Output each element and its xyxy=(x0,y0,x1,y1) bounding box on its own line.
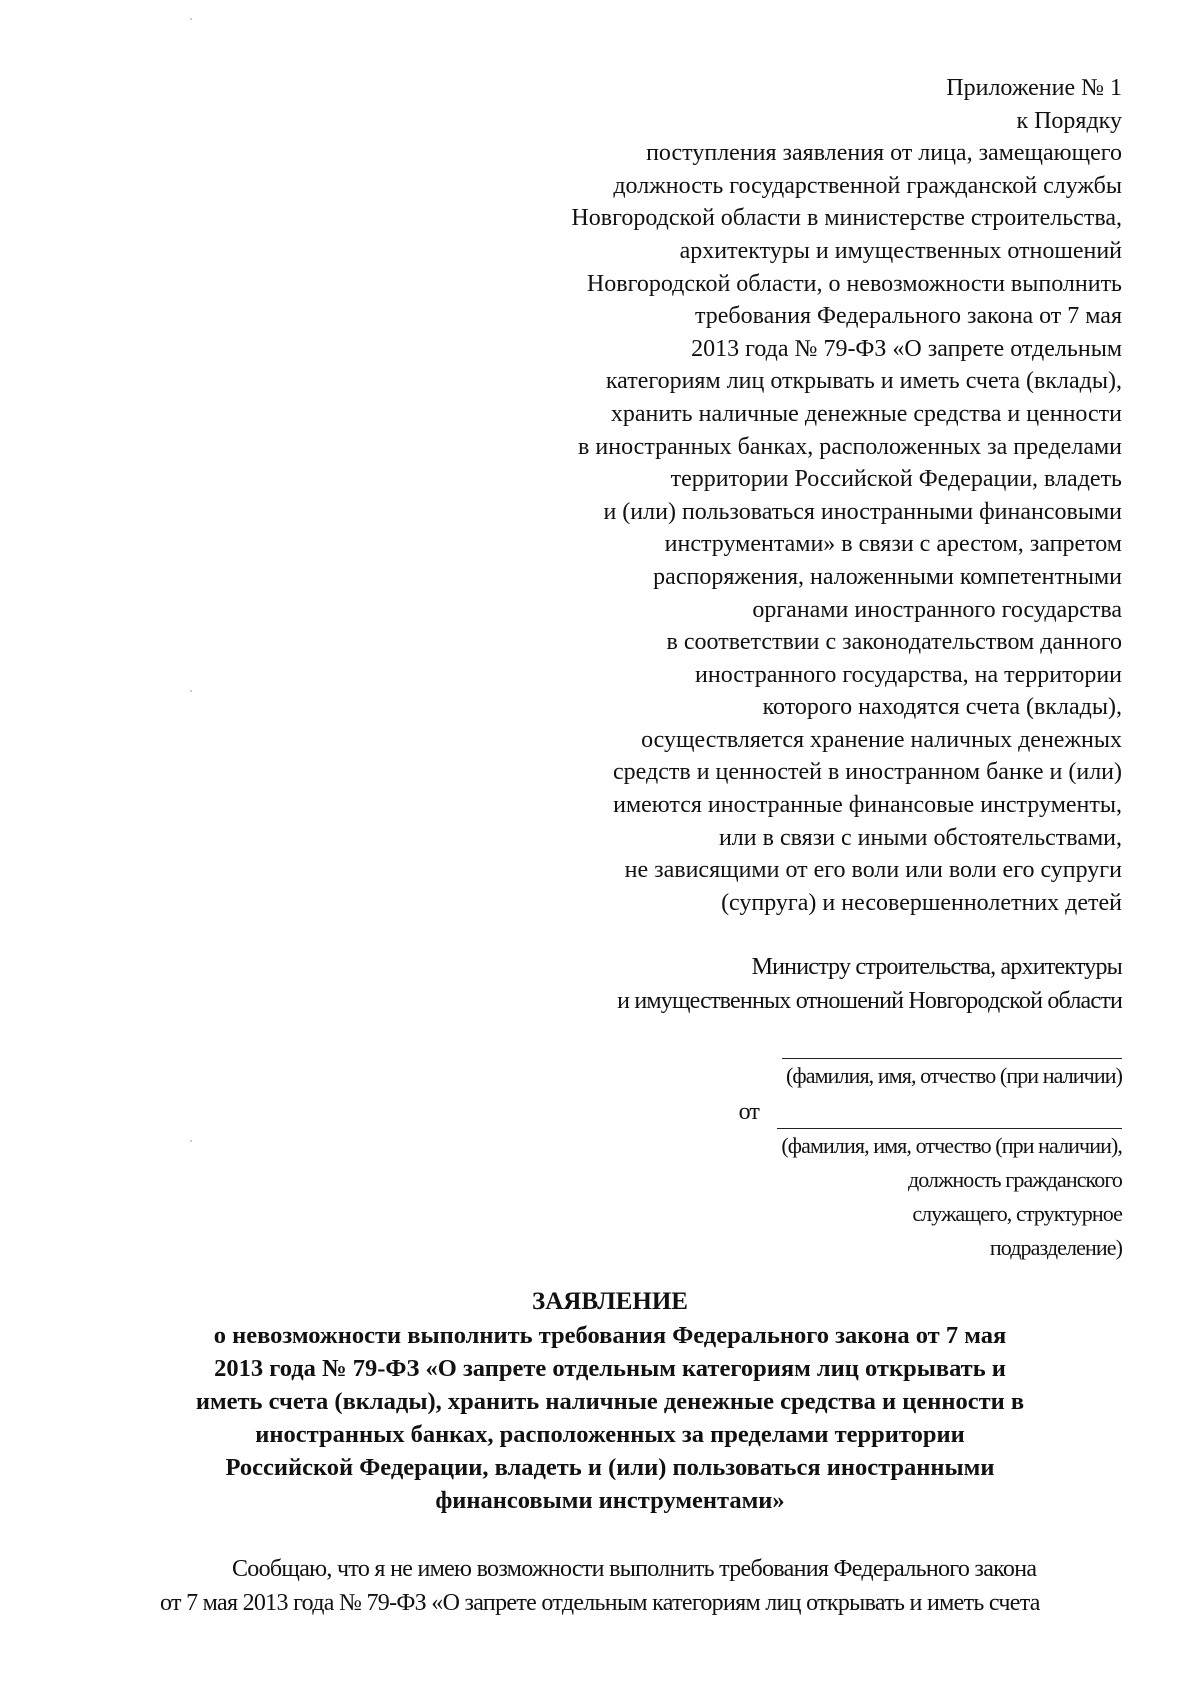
addressee-line: Министру строительства, архитектуры xyxy=(751,954,1122,980)
addressee-block xyxy=(442,950,1122,1018)
applicant-hint: (фамилия, имя, отчество (при наличии), xyxy=(781,1133,1122,1158)
body-line: Сообщаю, что я не имею возможности выполнить требования Федерального закона xyxy=(232,1556,1037,1582)
appendix-line: Новгородской области, о невозможности выполнить xyxy=(586,270,1122,297)
applicant-hint: служащего, структурное xyxy=(912,1201,1122,1226)
appendix-line: 2013 года № 79-ФЗ «О запрете отдельным xyxy=(691,335,1122,362)
appendix-line: не зависящими от его воли или воли его супруги xyxy=(624,857,1122,884)
appendix-line: хранить наличные денежные средства и ценности xyxy=(610,400,1122,427)
appendix-line: поступления заявления от лица, замещающего xyxy=(646,140,1122,167)
statement-subtitle-line: Российской Федерации, владеть и (или) пользоваться иностранными xyxy=(225,1454,995,1481)
statement-subtitle-line: финансовыми инструментами» xyxy=(435,1487,785,1514)
scan-artifact xyxy=(190,18,192,20)
appendix-line: осуществляется хранение наличных денежных xyxy=(641,726,1122,753)
from-row xyxy=(562,1093,1122,1129)
appendix-line: и (или) пользоваться иностранными финансовыми xyxy=(603,498,1122,525)
statement-heading: ЗАЯВЛЕНИЕ xyxy=(532,1288,688,1315)
appendix-line: инструментами» в связи с арестом, запретом xyxy=(664,531,1122,558)
statement-subtitle-line: иностранных банках, расположенных за пределами территории xyxy=(255,1421,965,1448)
appendix-line: в иностранных банках, расположенных за пределами xyxy=(578,433,1122,460)
addressee-line: и имущественных отношений Новгородской области xyxy=(617,988,1122,1014)
minister-name-line[interactable] xyxy=(782,1032,1122,1059)
appendix-line: (супруга) и несовершеннолетних детей xyxy=(721,889,1122,916)
scan-artifact xyxy=(190,690,192,692)
appendix-line: категориям лиц открывать и иметь счета (вклады), xyxy=(605,368,1122,395)
appendix-line: или в связи с иными обстоятельствами, xyxy=(718,824,1122,851)
appendix-line: средств и ценностей в иностранном банке и (или) xyxy=(613,759,1122,786)
scan-artifact xyxy=(190,1140,192,1142)
appendix-header xyxy=(442,72,1122,919)
appendix-line: к Порядку xyxy=(1016,107,1122,134)
appendix-line: распоряжения, наложенными компетентными xyxy=(653,563,1122,590)
appendix-line: Приложение № 1 xyxy=(946,75,1122,101)
appendix-line: которого находятся счета (вклады), xyxy=(762,694,1122,721)
minister-name-hint: (фамилия, имя, отчество (при наличии) xyxy=(785,1063,1122,1088)
appendix-line: в соответствии с законодательством данного xyxy=(666,629,1122,656)
statement-subtitle-line: 2013 года № 79-ФЗ «О запрете отдельным категориям лиц открывать и xyxy=(214,1355,1006,1382)
applicant-name-line[interactable] xyxy=(777,1102,1122,1129)
appendix-line: имеются иностранные финансовые инструменты, xyxy=(613,792,1122,819)
statement-subtitle-line: иметь счета (вклады), хранить наличные денежные средства и ценности в xyxy=(195,1388,1025,1415)
applicant-hint: должность гражданского xyxy=(907,1167,1122,1192)
appendix-line: иностранного государства, на территории xyxy=(695,661,1122,688)
statement-body xyxy=(160,1552,1135,1620)
applicant-hint: подразделение) xyxy=(989,1235,1122,1260)
sender-fields xyxy=(562,1032,1122,1265)
appendix-line: требования Федерального закона от 7 мая xyxy=(694,303,1122,330)
body-line: от 7 мая 2013 года № 79-ФЗ «О запрете отдельным категориям лиц открывать и иметь счета xyxy=(160,1590,1040,1616)
appendix-line: органами иностранного государства xyxy=(752,596,1122,623)
appendix-line: должность государственной гражданской службы xyxy=(613,172,1122,199)
statement-subtitle-line: о невозможности выполнить требования Федерального закона от 7 мая xyxy=(213,1322,1007,1349)
appendix-line: Новгородской области в министерстве строительства, xyxy=(571,205,1122,232)
from-label: от xyxy=(738,1099,759,1125)
appendix-line: архитектуры и имущественных отношений xyxy=(679,237,1122,264)
appendix-line: территории Российской Федерации, владеть xyxy=(670,466,1122,493)
statement-title xyxy=(110,1285,1110,1517)
